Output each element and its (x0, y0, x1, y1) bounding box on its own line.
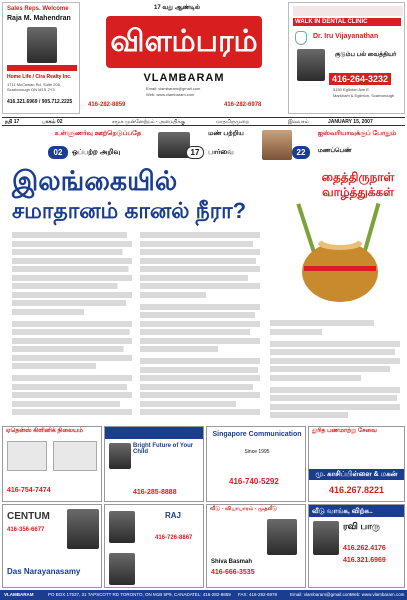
ad-centum[interactable] (2, 504, 102, 588)
footer-left: VLAMBARAM (4, 592, 34, 597)
ad-tuition-photo (109, 443, 131, 469)
ad-clinic-phone: 416-754-7474 (7, 487, 51, 494)
headline-line-1: இலங்கையில் (12, 166, 178, 196)
masthead-subtitle: VLAMBARAM (143, 72, 225, 84)
realtor-badges (7, 65, 77, 71)
dateline-bar (2, 117, 405, 126)
footer-web: Web: www.vlambaram.com (350, 592, 405, 597)
ad-ravi-header: வீடு வாங்க, விற்க.. (309, 505, 404, 517)
ad-ravi-realtor[interactable] (308, 504, 405, 588)
dateline-issue: நதி 17 (5, 119, 20, 125)
dateline-center: சமூக முன்னேற்றம் - அமைதிக்கு (112, 119, 185, 125)
masthead-email: Email: vlambaram@gmail.com (146, 86, 201, 91)
footer-bar (0, 590, 407, 600)
teaser-3-photo (262, 130, 292, 160)
footer-address: PO BOX 17537, 31 TAPSCOTT RD TORONTO, ON M1B 5P9, CANADA (48, 592, 193, 597)
ad-ravi-phone-2: 416.321.6969 (343, 557, 386, 564)
ad-money-name: மு. காசிப்பிள்ளை & மகன் (309, 469, 404, 480)
ad-money-title: துரித பணமாற்று சேவை (312, 428, 377, 434)
ad-singapore-since: Since 1995 (244, 449, 270, 455)
realtor-phone: 416.321.6969 / 905.712.2225 (7, 99, 73, 105)
ad-clinic-title: ஏதென்ஸ் கிளினிக் நிலையம் (6, 428, 84, 434)
article-column-3 (270, 320, 400, 420)
ad-tuition-header (105, 427, 203, 439)
ad-tuition-phone: 416-285-8888 (133, 489, 177, 496)
ad-raj-phone: 416-726-8867 (155, 535, 193, 541)
ad-singapore-comm[interactable] (206, 426, 306, 502)
ad-raj-title: RAJ (165, 511, 182, 520)
ad-centum-photo (67, 509, 99, 549)
teaser-3-title: ஐஸ்வரியாவுக்குப் போதும் (317, 130, 397, 137)
teaser-2-sub: பார்வை (208, 149, 234, 156)
dental-doctor-photo (297, 49, 325, 81)
ad-home-photo (267, 519, 297, 555)
ad-home-title: வீடு - வியாபாரம் - முதலீடு (210, 506, 278, 512)
masthead-phone-1: 416-282-8859 (88, 102, 126, 108)
pot-band (304, 266, 376, 271)
masthead-phone-2: 416-282-6978 (224, 102, 262, 108)
dental-address-2: Markham & Eglinton, Scarborough (333, 93, 395, 98)
headline-line-2: சமாதானம் கானல் நீரா? (12, 198, 247, 223)
dental-walk-in: WALK IN DENTAL CLINIC (293, 18, 401, 26)
realtor-address: 1711 McCowan Rd, Suite 205, Scarborough ON M1S 2Y3 (7, 82, 61, 92)
teaser-3[interactable] (262, 130, 402, 160)
dental-tamil-top (293, 6, 403, 16)
ad-raj[interactable] (104, 504, 204, 588)
article-column-1 (12, 232, 132, 422)
teaser-1[interactable] (42, 130, 152, 160)
pot-overflow (322, 235, 358, 245)
ad-clinic-image (7, 441, 47, 471)
ad-home-phone: 416-666-3535 (211, 569, 255, 576)
ad-tuition[interactable] (104, 426, 204, 502)
ad-ravi-phone-1: 416.262.4176 (343, 545, 386, 552)
dateline-page: பாகம் 02 (42, 119, 63, 125)
ad-singapore-title: Singapore Communication (212, 431, 302, 438)
pongal-greeting: தைத்திருநாள் வாழ்த்துக்கள் (321, 170, 395, 199)
ad-centum-name: Das Narayanasamy (7, 567, 81, 576)
masthead-title: விளம்பரம் (110, 25, 258, 58)
teaser-2-title: மண் பற்றிய (208, 130, 244, 137)
teaser-2-num: 17 (186, 146, 204, 159)
dateline-date: JANUARY 15, 2007 (328, 119, 373, 125)
ad-centum-brand: CENTUM (7, 511, 50, 522)
dateline-monthly: மாதமிருமுறை (216, 119, 250, 125)
dental-tamil-title: குடும்ப பல் வைத்தியர் (335, 52, 397, 58)
realtor-company: Home Life / Cira Realty Inc. (7, 74, 72, 80)
teaser-1-sub: ஒப்பற்ற அறிவு (72, 149, 121, 156)
teaser-3-num: 22 (292, 146, 310, 159)
footer-tel: TEL: 416-282-8859 (192, 592, 231, 597)
article-column-2 (140, 232, 260, 422)
pongal-pot-illustration (276, 200, 404, 312)
masthead (84, 2, 284, 114)
footer-fax: FAX: 416-282-6978 (238, 592, 278, 597)
ad-clinic[interactable] (2, 426, 102, 502)
ad-home-name: Shiva Basmah (211, 559, 253, 565)
ad-home-business[interactable] (206, 504, 306, 588)
dental-phone: 416-264-3232 (329, 73, 391, 85)
teaser-3-sub: மணப்பெண் (318, 148, 352, 154)
ad-clinic-image-2 (53, 441, 97, 471)
footer-email: Email: vlambaram@gmail.com (290, 592, 352, 597)
realtor-photo (27, 27, 57, 63)
ad-tuition-title: Bright Future of Your Child (133, 443, 194, 455)
sales-reps-text: Sales Reps. Welcome (7, 6, 69, 12)
teaser-1-num: 02 (48, 146, 68, 159)
realtor-name: Raja M. Mahendran (7, 15, 71, 22)
right-dental-ad (288, 2, 405, 114)
ad-singapore-phone: 416-740-5292 (229, 477, 279, 486)
ad-raj-photo-2 (109, 553, 135, 585)
issue-tag: 17 வது ஆண்டில் (154, 5, 200, 11)
ad-centum-phone: 416-356-6677 (7, 527, 45, 533)
ad-ravi-photo (313, 521, 339, 555)
teaser-1-title: உள்ளுணர்வு ஊற்றெடுப்பதே (54, 130, 142, 137)
masthead-web: Web: www.vlambaram.com (146, 92, 195, 97)
dental-doctor: Dr. Iru Vijayanathan (313, 33, 379, 40)
ad-money-phone: 416.267.8221 (328, 485, 385, 495)
teaser-2[interactable] (158, 130, 248, 160)
ad-money-transfer[interactable] (308, 426, 405, 502)
dental-address-1: 3150 Eglinton Ave E. (333, 87, 371, 92)
dateline-free: இலவசம் (288, 119, 309, 125)
ad-ravi-name: ரவி பாரு (343, 521, 381, 531)
dental-tooth-icon (295, 31, 307, 45)
ad-raj-photo (109, 511, 135, 543)
pot-body (302, 242, 378, 302)
left-realtor-ad (2, 2, 80, 114)
